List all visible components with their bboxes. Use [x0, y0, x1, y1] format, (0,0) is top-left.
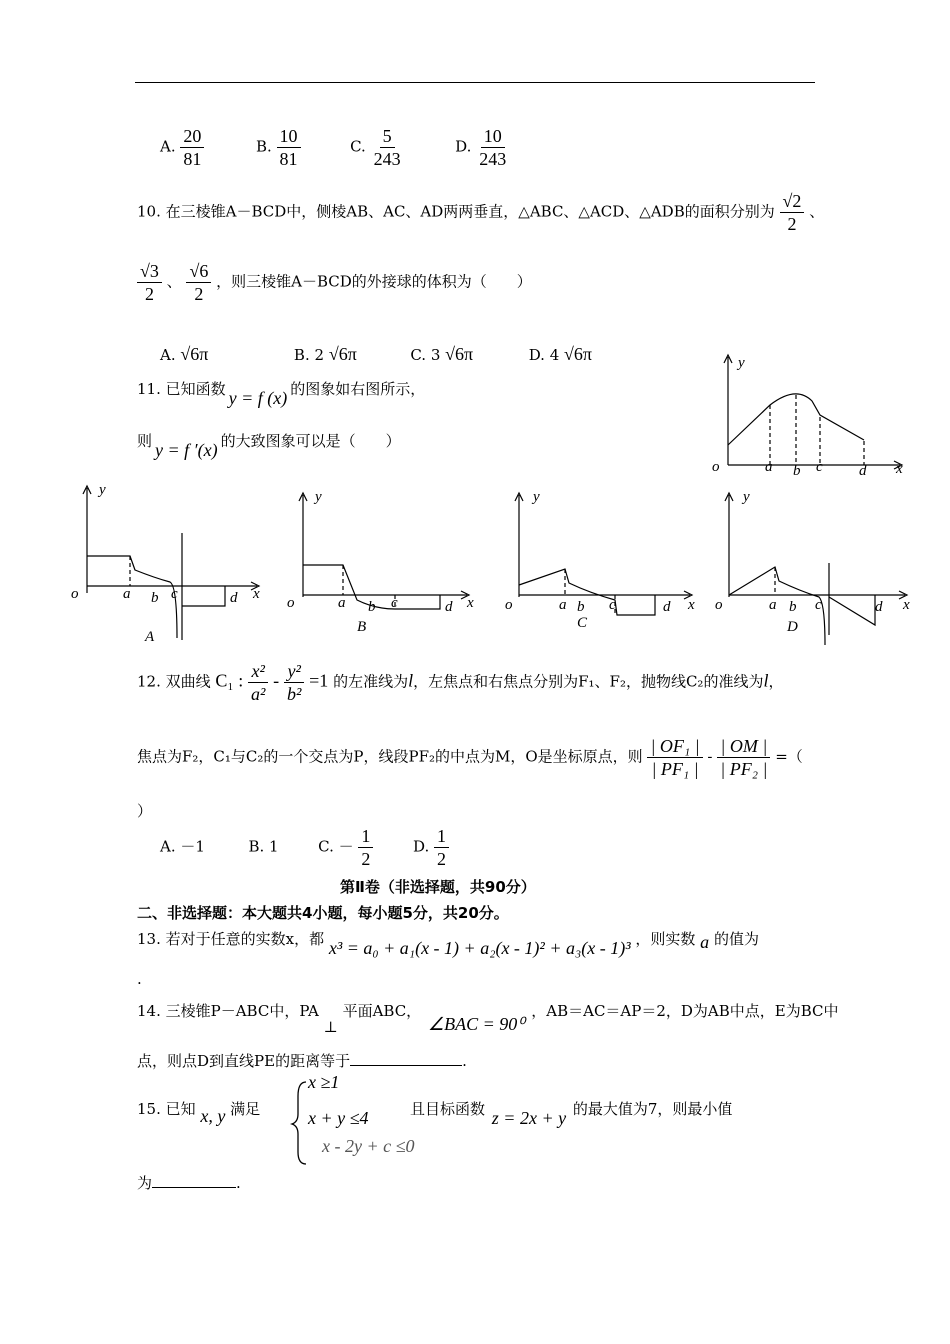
section2-title: 第Ⅱ卷（非选择题，共90分）	[340, 878, 536, 896]
svg-text:x: x	[688, 597, 695, 613]
q12-options: A. －1 B. 1 C. － $\frac{1}{2}$ D. $\frac{1}{2}$	[160, 825, 449, 870]
svg-text:c: c	[816, 459, 823, 475]
q11-reference-graph	[700, 345, 920, 480]
svg-text:a: a	[123, 586, 131, 602]
svg-text:b: b	[577, 599, 585, 615]
q9-option-c-label: C.	[350, 137, 366, 156]
header-rule	[135, 82, 815, 83]
svg-text:x: x	[467, 595, 474, 611]
q11-option-d-graph	[715, 485, 920, 645]
q10-option-b: √6π	[328, 344, 357, 364]
q14-answer-blank[interactable]	[350, 1065, 462, 1066]
q15-constraint-2: x + y ≤4	[308, 1108, 369, 1128]
svg-text:o: o	[715, 597, 723, 613]
q9-option-d-label: D.	[455, 137, 472, 156]
q10-option-c: √6π	[445, 344, 474, 364]
svg-text:D: D	[787, 619, 798, 635]
svg-text:o: o	[505, 597, 513, 613]
q10-line1: 10. 在三棱锥A－BCD中，侧棱AB、AC、AD两两垂直，△ABC、△ACD、△ADB的面积分别为 $\frac{√2}{2}$ 、	[137, 191, 825, 234]
q12-of1-over-pf1: $\frac{\text{| OF₁ |}}{\text{| PF₁ |}}$	[647, 735, 702, 780]
section2-subtitle: 二、非选择题：本大题共4小题，每小题5分，共20分。	[137, 904, 509, 922]
q10-options: A. √6π B. 2 √6π C. 3 √6π D. 4 √6π	[160, 344, 593, 364]
q14-line2: 点，则点D到直线PE的距离等于 .	[137, 1052, 467, 1070]
q10-area2: $\frac{√3}{2}$	[137, 260, 162, 305]
svg-text:b: b	[793, 463, 801, 479]
q9-option-b-label: B.	[255, 137, 272, 156]
q15-line1: 15. 已知 x, y 满足	[137, 1100, 261, 1126]
q12-om-over-pf2: $\frac{| OM |}{\text{| PF₂ |}}$	[717, 735, 770, 780]
q11-option-a-graph	[65, 478, 270, 648]
q15-line2: 为 .	[137, 1174, 241, 1192]
svg-text:c: c	[171, 586, 178, 602]
q11-option-c-graph	[505, 485, 710, 635]
svg-text:x: x	[896, 461, 903, 477]
q9-option-b-fraction: $\frac{10}{81}$	[277, 125, 301, 170]
q9-option-a-fraction: $\frac{20}{81}$	[180, 125, 204, 170]
svg-text:a: a	[559, 597, 567, 613]
svg-text:d: d	[230, 590, 238, 606]
q10-option-a: √6π	[180, 344, 209, 364]
q10-area1: $\frac{√2}{2}$	[780, 190, 805, 235]
svg-text:y: y	[99, 482, 106, 498]
svg-text:a: a	[769, 597, 777, 613]
svg-text:d: d	[875, 599, 883, 615]
svg-text:b: b	[151, 590, 159, 606]
q11-line2: 则 y = f ′(x) 的大致图象可以是（ ）	[137, 432, 401, 460]
q15-brace	[290, 1078, 308, 1168]
svg-text:A: A	[145, 629, 155, 645]
svg-text:d: d	[859, 463, 867, 479]
q12-x2-over-a2: $\frac{\text{x²}}{\text{a²}}$	[248, 660, 268, 705]
svg-text:y: y	[315, 489, 322, 505]
q14-line1: 14. 三棱锥P－ABC中，PA ⊥ 平面ABC， ∠BAC = 90⁰ ，AB＝AC＝AP＝2，D为AB中点，E为BC中	[137, 1002, 839, 1036]
q15-objective: 且目标函数 z = 2x + y 的最大值为7，则最小值	[410, 1100, 733, 1128]
q12-line2: 焦点为F₂，C₁与C₂的一个交点为P，线段PF₂的中点为M，O是坐标原点，则 $\frac{\text{| OF₁ |}}{\text{| PF₁ |}}$ - $\frac{| OM |}{\text{| PF₂ |}}$ =（	[137, 736, 803, 779]
svg-text:o: o	[712, 459, 720, 475]
q10-area3: $\frac{√6}{2}$	[186, 260, 211, 305]
svg-text:y: y	[738, 355, 745, 371]
q11-option-b-graph	[285, 485, 490, 635]
q9-option-a-label: A.	[160, 137, 176, 156]
q12-y2-over-b2: $\frac{\text{y²}}{\text{b²}}$	[284, 660, 304, 705]
svg-text:c: c	[815, 597, 822, 613]
q15-answer-blank[interactable]	[152, 1187, 236, 1188]
svg-text:b: b	[368, 599, 376, 615]
svg-text:b: b	[789, 599, 797, 615]
q15-constraint-3: x - 2y + c ≤0	[322, 1136, 415, 1156]
q12-option-d-fraction: $\frac{1}{2}$	[434, 825, 449, 870]
q11-line1: 11. 已知函数 y = f (x) 的图象如右图所示，	[137, 380, 426, 408]
svg-text:c: c	[391, 595, 398, 611]
q12-option-c-fraction: $\frac{1}{2}$	[358, 825, 373, 870]
q13-line: 13. 若对于任意的实数x，都 x³ = a₀ + a₁(x - 1) + a₂(x - 1)² + a₃(x - 1)³ ，则实数 a 的值为	[137, 930, 759, 958]
q9-option-d-fraction: $\frac{10}{243}$	[479, 126, 507, 169]
q13-dot: .	[137, 970, 142, 988]
svg-text:c: c	[609, 597, 616, 613]
svg-text:y: y	[533, 489, 540, 505]
q15-constraint-1: x ≥1	[308, 1072, 340, 1092]
q9-option-c-fraction: $\frac{5}{243}$	[373, 126, 401, 169]
svg-text:a: a	[765, 459, 773, 475]
svg-text:x: x	[903, 597, 910, 613]
q9-options	[160, 125, 509, 170]
svg-text:o: o	[287, 595, 295, 611]
svg-text:o: o	[71, 586, 79, 602]
svg-text:d: d	[445, 599, 453, 615]
svg-text:C: C	[577, 615, 588, 631]
q12-line1: 12. 双曲线 C₁ : $\frac{\text{x²}}{\text{a²}}$ - $\frac{\text{y²}}{\text{b²}}$ =1 的左准线为l，左焦点和右焦点分别为F₁、F₂，抛物线C₂的准线为l，	[137, 661, 784, 704]
svg-text:B: B	[357, 619, 367, 635]
svg-text:x: x	[253, 586, 260, 602]
q10-option-d: √6π	[564, 344, 593, 364]
q12-close-paren: ）	[137, 802, 153, 820]
q10-line2: $\frac{√3}{2}$ 、 $\frac{√6}{2}$ ，则三棱锥A－BCD的外接球的体积为（ ）	[137, 260, 532, 305]
svg-text:y: y	[743, 489, 750, 505]
svg-text:d: d	[663, 599, 671, 615]
svg-text:a: a	[338, 595, 346, 611]
